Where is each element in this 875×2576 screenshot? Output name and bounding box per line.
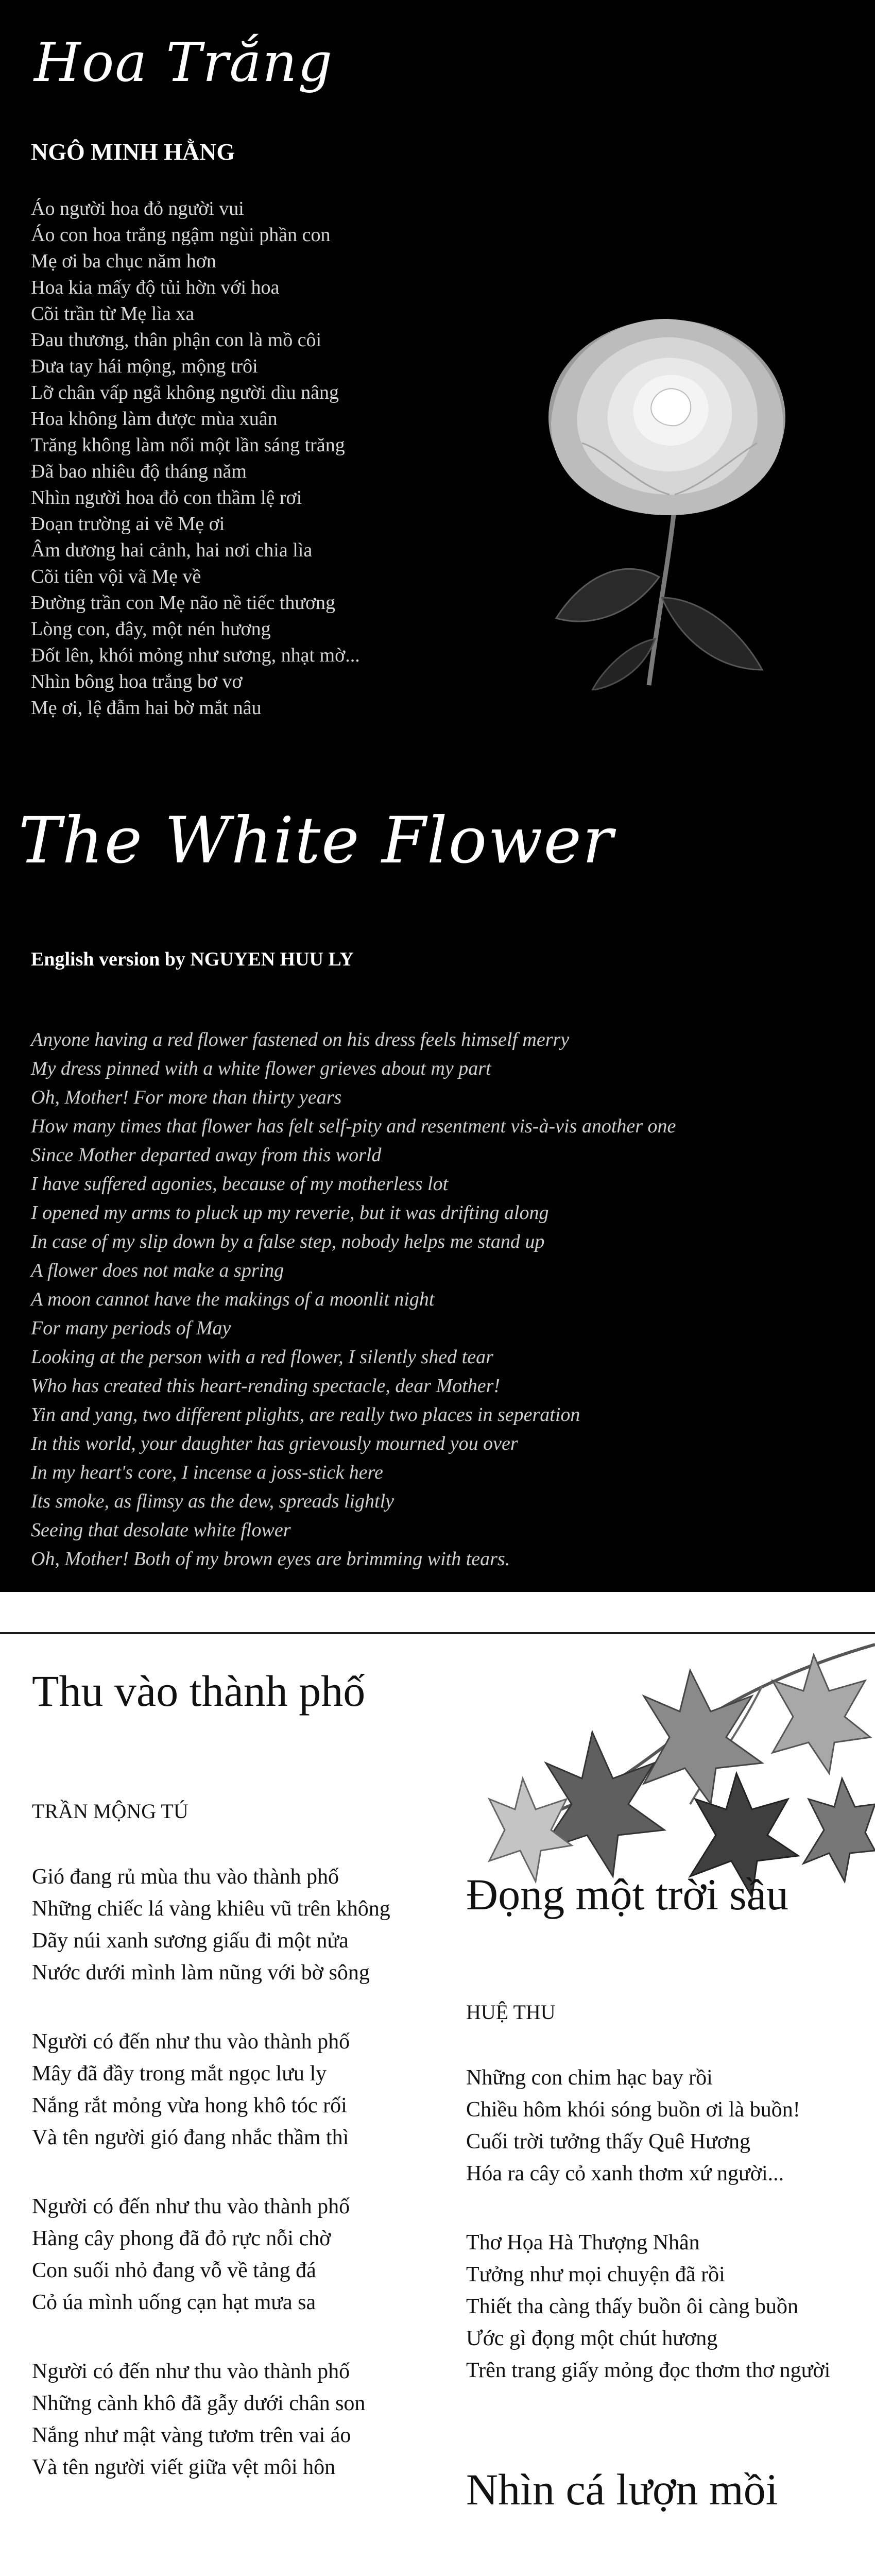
poem-line: Seeing that desolate white flower — [31, 1519, 291, 1541]
poem-stanza — [32, 1861, 390, 1989]
poem-line: Những chiếc lá vàng khiêu vũ trên không — [32, 1897, 390, 1921]
poem-line: Âm dương hai cảnh, hai nơi chia lìa — [31, 539, 313, 561]
poem-stanza — [32, 2191, 350, 2318]
poem-line: Người có đến như thu vào thành phố — [32, 2360, 350, 2383]
poem-line: Chiều hôm khói sóng buồn ơi là buồn! — [466, 2098, 800, 2122]
poem-line: Lòng con, đây, một nén hương — [31, 618, 271, 640]
poem-line: I opened my arms to pluck up my reverie, but it was drifting along — [31, 1202, 549, 1224]
poem-line: Áo con hoa trắng ngậm ngùi phần con — [31, 224, 331, 246]
poem-line: Trên trang giấy mỏng đọc thơm thơ người — [466, 2359, 831, 2382]
poem-stanza — [466, 2227, 830, 2386]
poem-author-hue-thu: HUỆ THU — [466, 2001, 556, 2024]
poem-line: Người có đến như thu vào thành phố — [32, 2195, 350, 2218]
poem-line: Nắng rắt mỏng vừa hong khô tóc rối — [32, 2094, 347, 2117]
poem-line: Cõi tiên vội vã Mẹ về — [31, 566, 201, 587]
poem-line: Áo người hoa đỏ người vui — [31, 198, 244, 219]
poem-line: Những con chim hạc bay rồi — [466, 2066, 713, 2090]
poem-line: Đưa tay hái mộng, mộng trôi — [31, 355, 258, 377]
poem-author-vietnamese: NGÔ MINH HẰNG — [31, 139, 235, 165]
poem-line: Cỏ úa mình uống cạn hạt mưa sa — [32, 2291, 316, 2314]
poem-line: Người có đến như thu vào thành phố — [32, 2030, 350, 2054]
poem-line: Và tên người gió đang nhắc thầm thì — [32, 2126, 349, 2149]
poem-line: Anyone having a red flower fastened on his dress feels himself merry — [31, 1029, 570, 1050]
poem-line: Tưởng như mọi chuyện đã rồi — [466, 2263, 725, 2286]
poem-line: Những cành khô đã gẫy dưới chân son — [32, 2392, 366, 2415]
poem-line: Looking at the person with a red flower, I silently shed tear — [31, 1346, 493, 1368]
poem-line: Mẹ ơi ba chục năm hơn — [31, 250, 216, 272]
poem-line: Thơ Họa Hà Thượng Nhân — [466, 2231, 700, 2255]
poem-line: Yin and yang, two different plights, are really two places in seperation — [31, 1404, 580, 1426]
poem-line: Con suối nhỏ đang vỗ về tảng đá — [32, 2259, 316, 2282]
poem-title-english: The White Flower — [19, 804, 614, 878]
poem-title-dong-mot-troi-sau: Đọng một trời sầu — [466, 1870, 788, 1919]
poem-line: Who has created this heart-rending spectacle, dear Mother! — [31, 1375, 501, 1397]
poem-line: Đường trần con Mẹ não nề tiếc thương — [31, 592, 336, 614]
poem-stanza — [32, 2355, 365, 2483]
poem-stanza — [466, 2062, 800, 2190]
poem-author-tran-mong-tu: TRẦN MỘNG TÚ — [32, 1800, 188, 1823]
poem-line: Gió đang rủ mùa thu vào thành phố — [32, 1865, 339, 1889]
poem-line: My dress pinned with a white flower grieves about my part — [31, 1058, 491, 1079]
poem-line: Mẹ ơi, lệ đẫm hai bờ mắt nâu — [31, 697, 262, 719]
poem-line: Hoa không làm được mùa xuân — [31, 408, 278, 430]
poem-line: A moon cannot have the makings of a moonlit night — [31, 1289, 435, 1310]
poem-title-thu-vao-thanh-pho: Thu vào thành phố — [32, 1666, 366, 1716]
poem-line: Cuối trời tưởng thấy Quê Hương — [466, 2130, 750, 2154]
poem-title-nhin-ca-luon-moi: Nhìn cá lượn mồi — [466, 2465, 778, 2514]
poem-line: Lỡ chân vấp ngã không người dìu nâng — [31, 382, 339, 403]
poem-line: Dãy núi xanh sương giấu đi một nửa — [32, 1929, 349, 1953]
poem-line: Hàng cây phong đã đỏ rực nỗi chờ — [32, 2227, 331, 2250]
poem-line: Mây đã đầy trong mắt ngọc lưu ly — [32, 2062, 327, 2086]
poem-line: A flower does not make a spring — [31, 1260, 284, 1281]
poem-title-vietnamese: Hoa Trắng — [34, 31, 334, 94]
translator-credit: English version by NGUYEN HUU LY — [31, 948, 354, 970]
poem-line: Và tên người viết giữa vệt môi hôn — [32, 2455, 336, 2479]
poem-panel-autumn — [0, 1632, 875, 2576]
poem-line: For many periods of May — [31, 1317, 231, 1339]
poem-line: Đã bao nhiêu độ tháng năm — [31, 461, 247, 482]
poem-line: In case of my slip down by a false step, nobody helps me stand up — [31, 1231, 545, 1252]
poem-line: Thiết tha càng thấy buồn ôi càng buồn — [466, 2295, 798, 2318]
poem-body-vietnamese — [31, 196, 494, 721]
poem-line: How many times that flower has felt self-pity and resentment vis-à-vis another one — [31, 1115, 676, 1137]
poem-line: Cõi trần từ Mẹ lìa xa — [31, 303, 195, 325]
poem-line: Đau thương, thân phận con là mồ côi — [31, 329, 322, 351]
poem-stanza — [32, 2026, 350, 2154]
poem-line: Trăng không làm nổi một lần sáng trăng — [31, 434, 345, 456]
poem-line: Hoa kia mấy độ tủi hờn với hoa — [31, 277, 280, 298]
poem-line: In this world, your daughter has grievously mourned you over — [31, 1433, 518, 1454]
poem-line: Nhìn bông hoa trắng bơ vơ — [31, 671, 243, 692]
poem-line: Đốt lên, khói mỏng như sương, nhạt mờ... — [31, 645, 360, 666]
poem-line: Hóa ra cây cỏ xanh thơm xứ người... — [466, 2162, 784, 2185]
poem-line: Nhìn người hoa đỏ con thầm lệ rơi — [31, 487, 302, 509]
poem-line: Đoạn trường ai vẽ Mẹ ơi — [31, 513, 225, 535]
white-rose-icon — [520, 289, 809, 690]
poem-body-english — [31, 1025, 855, 1573]
poem-line: Nắng như mật vàng tươm trên vai áo — [32, 2424, 351, 2447]
poem-line: Ước gì đọng một chút hương — [466, 2327, 718, 2350]
poem-line: Its smoke, as flimsy as the dew, spreads lightly — [31, 1490, 394, 1512]
poem-line: Since Mother departed away from this world — [31, 1144, 382, 1166]
poem-line: Oh, Mother! For more than thirty years — [31, 1087, 342, 1108]
poem-line: Oh, Mother! Both of my brown eyes are brimming with tears. — [31, 1548, 510, 1570]
poem-line: I have suffered agonies, because of my motherless lot — [31, 1173, 449, 1195]
poem-line: Nước dưới mình làm nũng với bờ sông — [32, 1961, 370, 1985]
poem-line: In my heart's core, I incense a joss-stick here — [31, 1462, 383, 1483]
